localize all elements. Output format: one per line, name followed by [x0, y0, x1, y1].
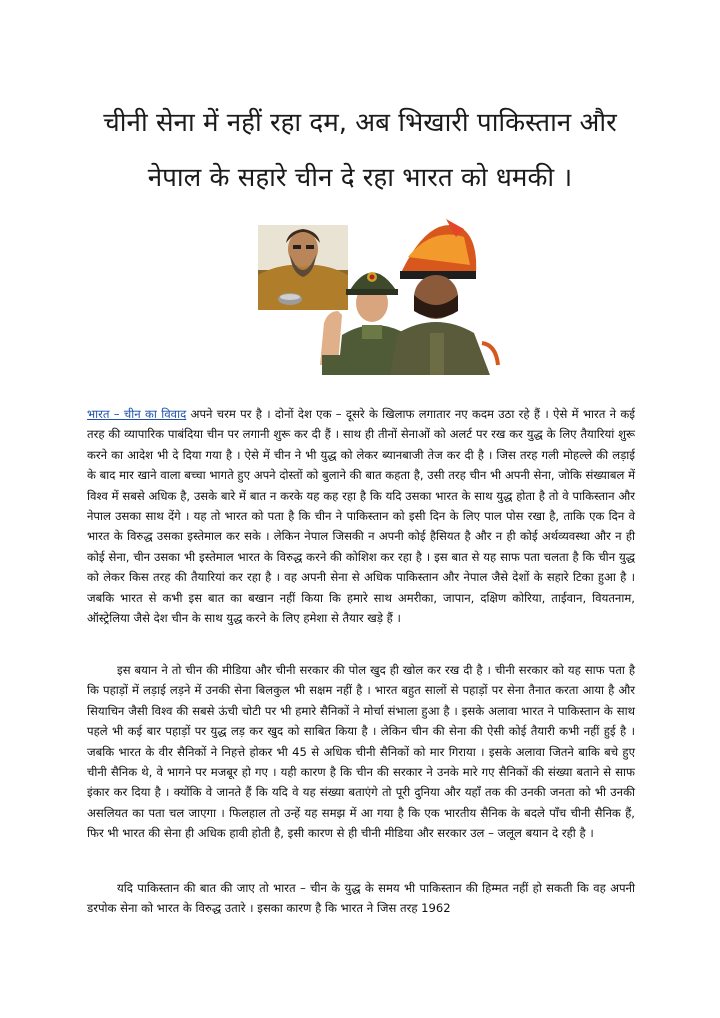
article-title-line-1: चीनी सेना में नहीं रहा दम, अब भिखारी पाकिस्तान और [103, 108, 617, 138]
indian-soldier-image [390, 219, 500, 375]
paragraph-3: यदि पाकिस्तान की बात की जाए तो भारत – चीन के युद्ध के समय भी पाकिस्तान की हिम्मत नहीं हो सकती कि वह अपनी डरपोक सेना को भारत के विरुद्ध उतारे । इसका कारण है कि भारत ने जिस तरह 1962 [87, 881, 635, 916]
beggar-figure-image [258, 225, 348, 310]
paragraph-1-text: अपने चरम पर है । दोनों देश एक – दूसरे के खिलाफ लगातार नए कदम उठा रहे हैं । ऐसे में भारत ने कई तरह की व्यापारिक पाबंदिया चीन पर लगानी शुरू कर दी हैं । साथ ही तीनों सेनाओं को अलर्ट पर रख कर युद्ध के लिए तैयारियां शुरू करने का आदेश भी दे दिया गया है । ऐसे में चीन ने भी युद्ध को लेकर ब्यानबाजी तेज कर दी है । जिस तरह गली मोहल्ले की लड़ाई के बाद मार खाने वाला बच्चा भागते हुए अपने दोस्तों को बुलाने की बात कहता है, उसी तरह चीन भी अपनी सेना, जोकि संख्याबल में विश्व में सबसे अधिक है, उसके बारे में बात न करके यह कह रहा है कि यदि उसका भारत के साथ युद्ध होता है तो वे पाकिस्तान और नेपाल उसका साथ देंगे । यह तो भारत को पता है कि चीन ने पाकिस्तान को इसी दिन के लिए पाल पोस रखा है, ताकि एक दिन वे भारत के विरुद्ध उसका इस्तेमाल कर सके । लेकिन नेपाल जिसकी न अपनी कोई हैसियत है और न ही कोई अर्थव्यवस्था और न ही कोई सेना, चीन उसका भी इस्तेमाल भारत के विरुद्ध करने की कोशिश कर रहा है । इस बात से यह साफ पता चलता है कि चीन युद्ध को लेकर किस तरह की तैयारियां कर रहा है । वह अपनी सेना से अधिक पाकिस्तान और नेपाल जैसे देशों के सहारे टिका हुआ है । जबकि भारत से कभी इस बात का बखान नहीं किया कि हमारे साथ अमरीका, जापान, दक्षिण कोरिया, ताईवान, वियतनाम, ऑस्ट्रेलिया जैसे देश चीन के साथ युद्ध करने के लिए हमेशा से तैयार खड़े हैं । [87, 407, 635, 626]
article-photo [250, 215, 635, 375]
paragraph-2: इस बयान ने तो चीन की मीडिया और चीनी सरकार की पोल खुद ही खोल कर रख दी है । चीनी सरकार को यह साफ पता है कि पहाड़ों में लड़ाई लड़ने में उनकी सेना बिलकुल भी सक्षम नहीं है । भारत बहुत सालों से पहाड़ों पर सेना तैनात करता आया है और सियाचिन जैसी विश्व की सबसे ऊंची चोटी पर भी हमारे सैनिकों ने मोर्चा संभाला हुआ है । इसके अलावा भारत ने पाकिस्तान के साथ पहले भी कई बार पहाड़ों पर युद्ध लड़ कर खुद को साबित किया है । लेकिन चीन की सेना की ऐसी कोई तैयारी कभी नहीं हुई है । जबकि भारत के वीर सैनिकों ने निहत्ते होकर भी 45 से अधिक चीनी सैनिकों को मार गिराया । इसके अलावा जितने बाकि बचे हुए चीनी सैनिक थे, वे भागने पर मजबूर हो गए । यही कारण है कि चीन की सरकार ने उनके मारे गए सैनिकों की संख्या बताने से साफ इंकार कर दिया है । क्योंकि वे जानते हैं कि यदि वे यह संख्या बताएंगे तो पूरी दुनिया और यहाँ तक की उनकी जनता को भी उनकी असलियत का पता चल जाएगा । फिलहाल तो उन्हें यह समझ में आ गया है कि एक भारतीय सैनिक के बदले पाँच चीनी सैनिक हैं, फिर भी भारत की सेना ही अधिक हावी होती है, इसी कारण से ही चीनी मीडिया और सरकार उल – जलूल बयान दे रही है । [87, 663, 635, 841]
paragraph-1 [87, 404, 635, 628]
india-china-dispute-link[interactable]: भारत – चीन का विवाद [87, 407, 187, 421]
article-title-line-2: नेपाल के सहारे चीन दे रहा भारत को धमकी । [147, 163, 573, 193]
